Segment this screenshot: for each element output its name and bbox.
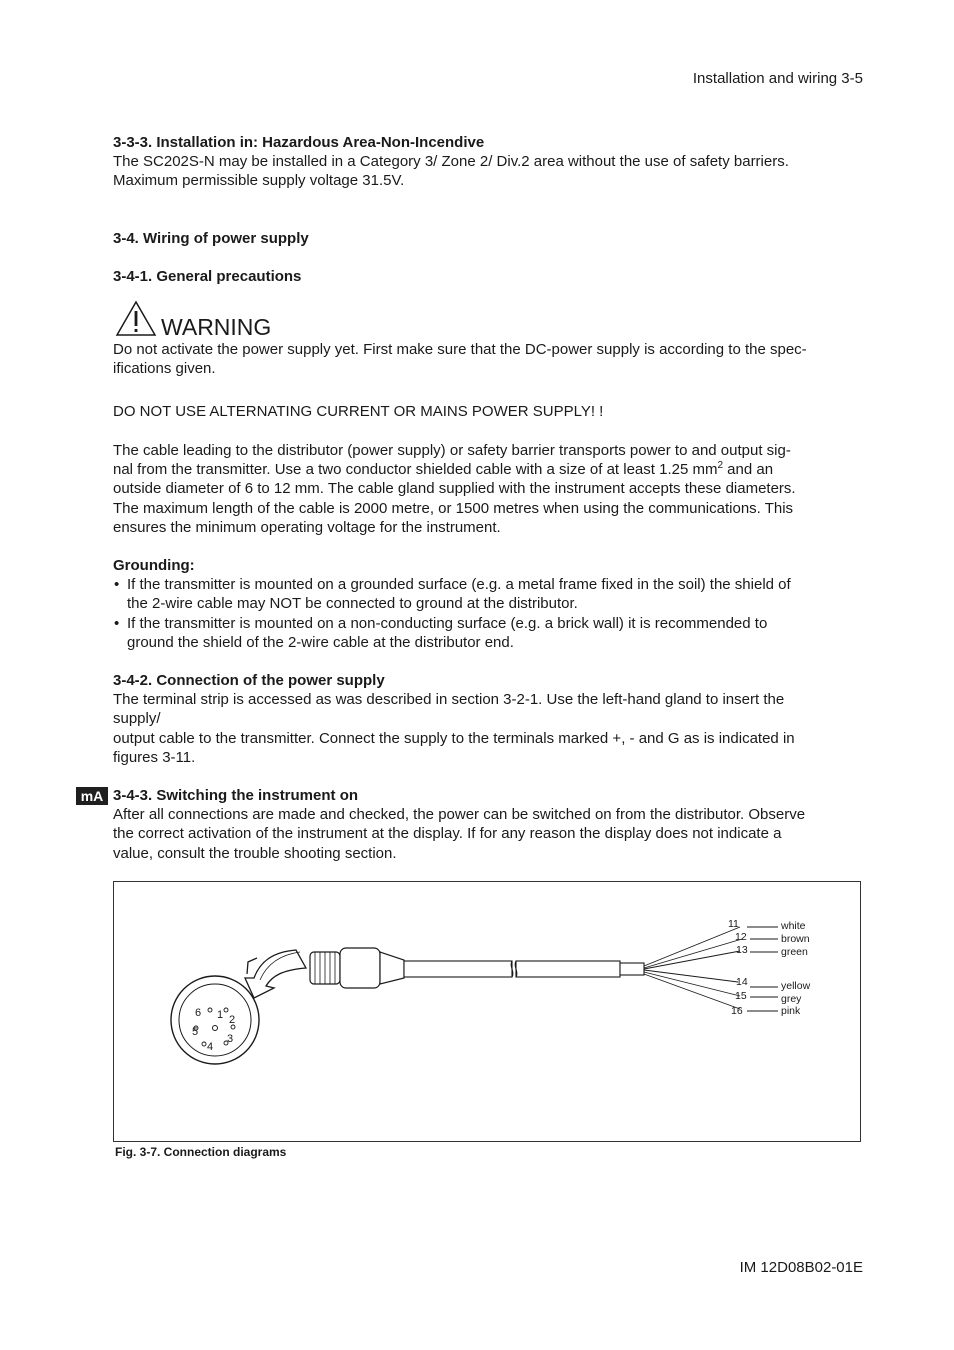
paragraph-line: Maximum permissible supply voltage 31.5V. [113, 172, 405, 190]
section-3-4-2 [113, 671, 873, 767]
wire-color-label: green [781, 946, 808, 958]
pin-label: 6 [195, 1007, 202, 1019]
paragraph-line: ifications given. [113, 360, 216, 378]
list-line: the 2-wire cable may NOT be connected to ground at the distributor. [127, 595, 578, 613]
section-3-3-3 [113, 133, 873, 191]
pin-label: 1 [217, 1009, 224, 1021]
connection-diagram-figure [113, 881, 861, 1142]
terminal-number: 15 [735, 990, 747, 1002]
wire-color-labels [780, 920, 811, 1017]
paragraph-line: The maximum length of the cable is 2000 metre, or 1500 metres when using the communications. This [113, 499, 794, 517]
grounding-heading: Grounding: [113, 557, 195, 574]
wire-color-label: pink [781, 1005, 801, 1017]
section-3-4-1-heading: 3-4-1. General precautions [113, 268, 302, 285]
cable-paragraph [113, 441, 873, 537]
paragraph-line: The cable leading to the distributor (power supply) or safety barrier transports power to and output sig- [113, 442, 791, 459]
paragraph-line: outside diameter of 6 to 12 mm. The cable gland supplied with the instrument accepts these diameters. [113, 480, 796, 498]
connection-diagram [114, 882, 860, 1141]
grounding-section [113, 556, 873, 652]
figure-caption: Fig. 3-7. Connection diagrams [115, 1145, 287, 1159]
cable-icon [404, 961, 644, 977]
warning-text [113, 340, 873, 378]
text-run: and an [723, 461, 774, 479]
paragraph-line: the correct activation of the instrument at the display. If for any reason the display does not indicate a [113, 825, 782, 843]
list-item [113, 614, 873, 652]
paragraph-line: Do not activate the power supply yet. First make sure that the DC-power supply is according to the spec- [113, 341, 807, 358]
paragraph-line: value, consult the trouble shooting section. [113, 844, 397, 862]
paragraph-line: output cable to the transmitter. Connect the supply to the terminals marked +, - and G as is indicated in [113, 729, 795, 747]
paragraph-line: figures 3-11. [113, 748, 196, 766]
paragraph-line: The SC202S-N may be installed in a Category 3/ Zone 2/ Div.2 area without the use of safety barriers. [113, 153, 789, 171]
pin-label: 5 [192, 1026, 199, 1038]
connector-face-icon [171, 976, 259, 1064]
terminal-leaders [747, 927, 778, 1011]
grounding-list [113, 575, 873, 652]
pin-label: 3 [227, 1033, 234, 1045]
paragraph-line: After all connections are made and checked, the power can be switched on from the distributor. Observe [113, 806, 806, 824]
pin-label: 2 [229, 1014, 236, 1026]
paragraph-line: supply/ [113, 710, 161, 728]
warning-triangle-icon [114, 300, 158, 338]
wire-fanout [644, 927, 742, 1009]
section-3-4-3 [113, 786, 873, 863]
paragraph-line: The terminal strip is accessed as was described in section 3-2-1. Use the left-hand gland to insert the [113, 691, 785, 709]
list-item [113, 575, 873, 613]
paragraph-line: ensures the minimum operating voltage for the instrument. [113, 518, 501, 536]
text-run: nal from the transmitter. Use a two conductor shielded cable with a size of at least 1.25 mm [113, 461, 718, 479]
page-header: Installation and wiring 3-5 [692, 70, 863, 87]
section-3-4-heading: 3-4. Wiring of power supply [113, 230, 309, 247]
paragraph-line [113, 460, 873, 479]
section-heading: 3-4-2. Connection of the power supply [113, 672, 385, 689]
list-line: ground the shield of the 2-wire cable at the distributor end. [127, 633, 514, 651]
wire-color-label: brown [781, 933, 810, 945]
terminal-number: 13 [736, 944, 748, 956]
superscript: 2 [717, 460, 724, 472]
ma-badge: mA [76, 787, 108, 805]
section-heading: 3-4-3. Switching the instrument on [113, 787, 359, 804]
wire-color-label: grey [781, 993, 802, 1005]
document-id-footer: IM 12D08B02-01E [739, 1259, 863, 1276]
pin-label: 4 [207, 1041, 214, 1053]
wire-color-label: yellow [781, 980, 811, 992]
terminal-number: 12 [735, 931, 747, 943]
terminal-number: 16 [731, 1005, 743, 1017]
terminal-number: 14 [736, 976, 748, 988]
no-ac-warning: DO NOT USE ALTERNATING CURRENT OR MAINS POWER SUPPLY! ! [113, 403, 604, 420]
section-heading: 3-3-3. Installation in: Hazardous Area-Non-Incendive [113, 134, 485, 151]
list-line: • If the transmitter is mounted on a grounded surface (e.g. a metal frame fixed in the soil) the shield of [127, 576, 791, 594]
terminal-number: 11 [728, 918, 739, 930]
warning-title: WARNING [161, 314, 272, 340]
plug-connector-icon [310, 948, 404, 988]
curved-arrow-icon [245, 950, 306, 998]
list-line: • If the transmitter is mounted on a non-conducting surface (e.g. a brick wall) it is recommended to [127, 614, 768, 632]
terminal-labels [728, 918, 748, 1017]
wire-color-label: white [781, 920, 806, 932]
